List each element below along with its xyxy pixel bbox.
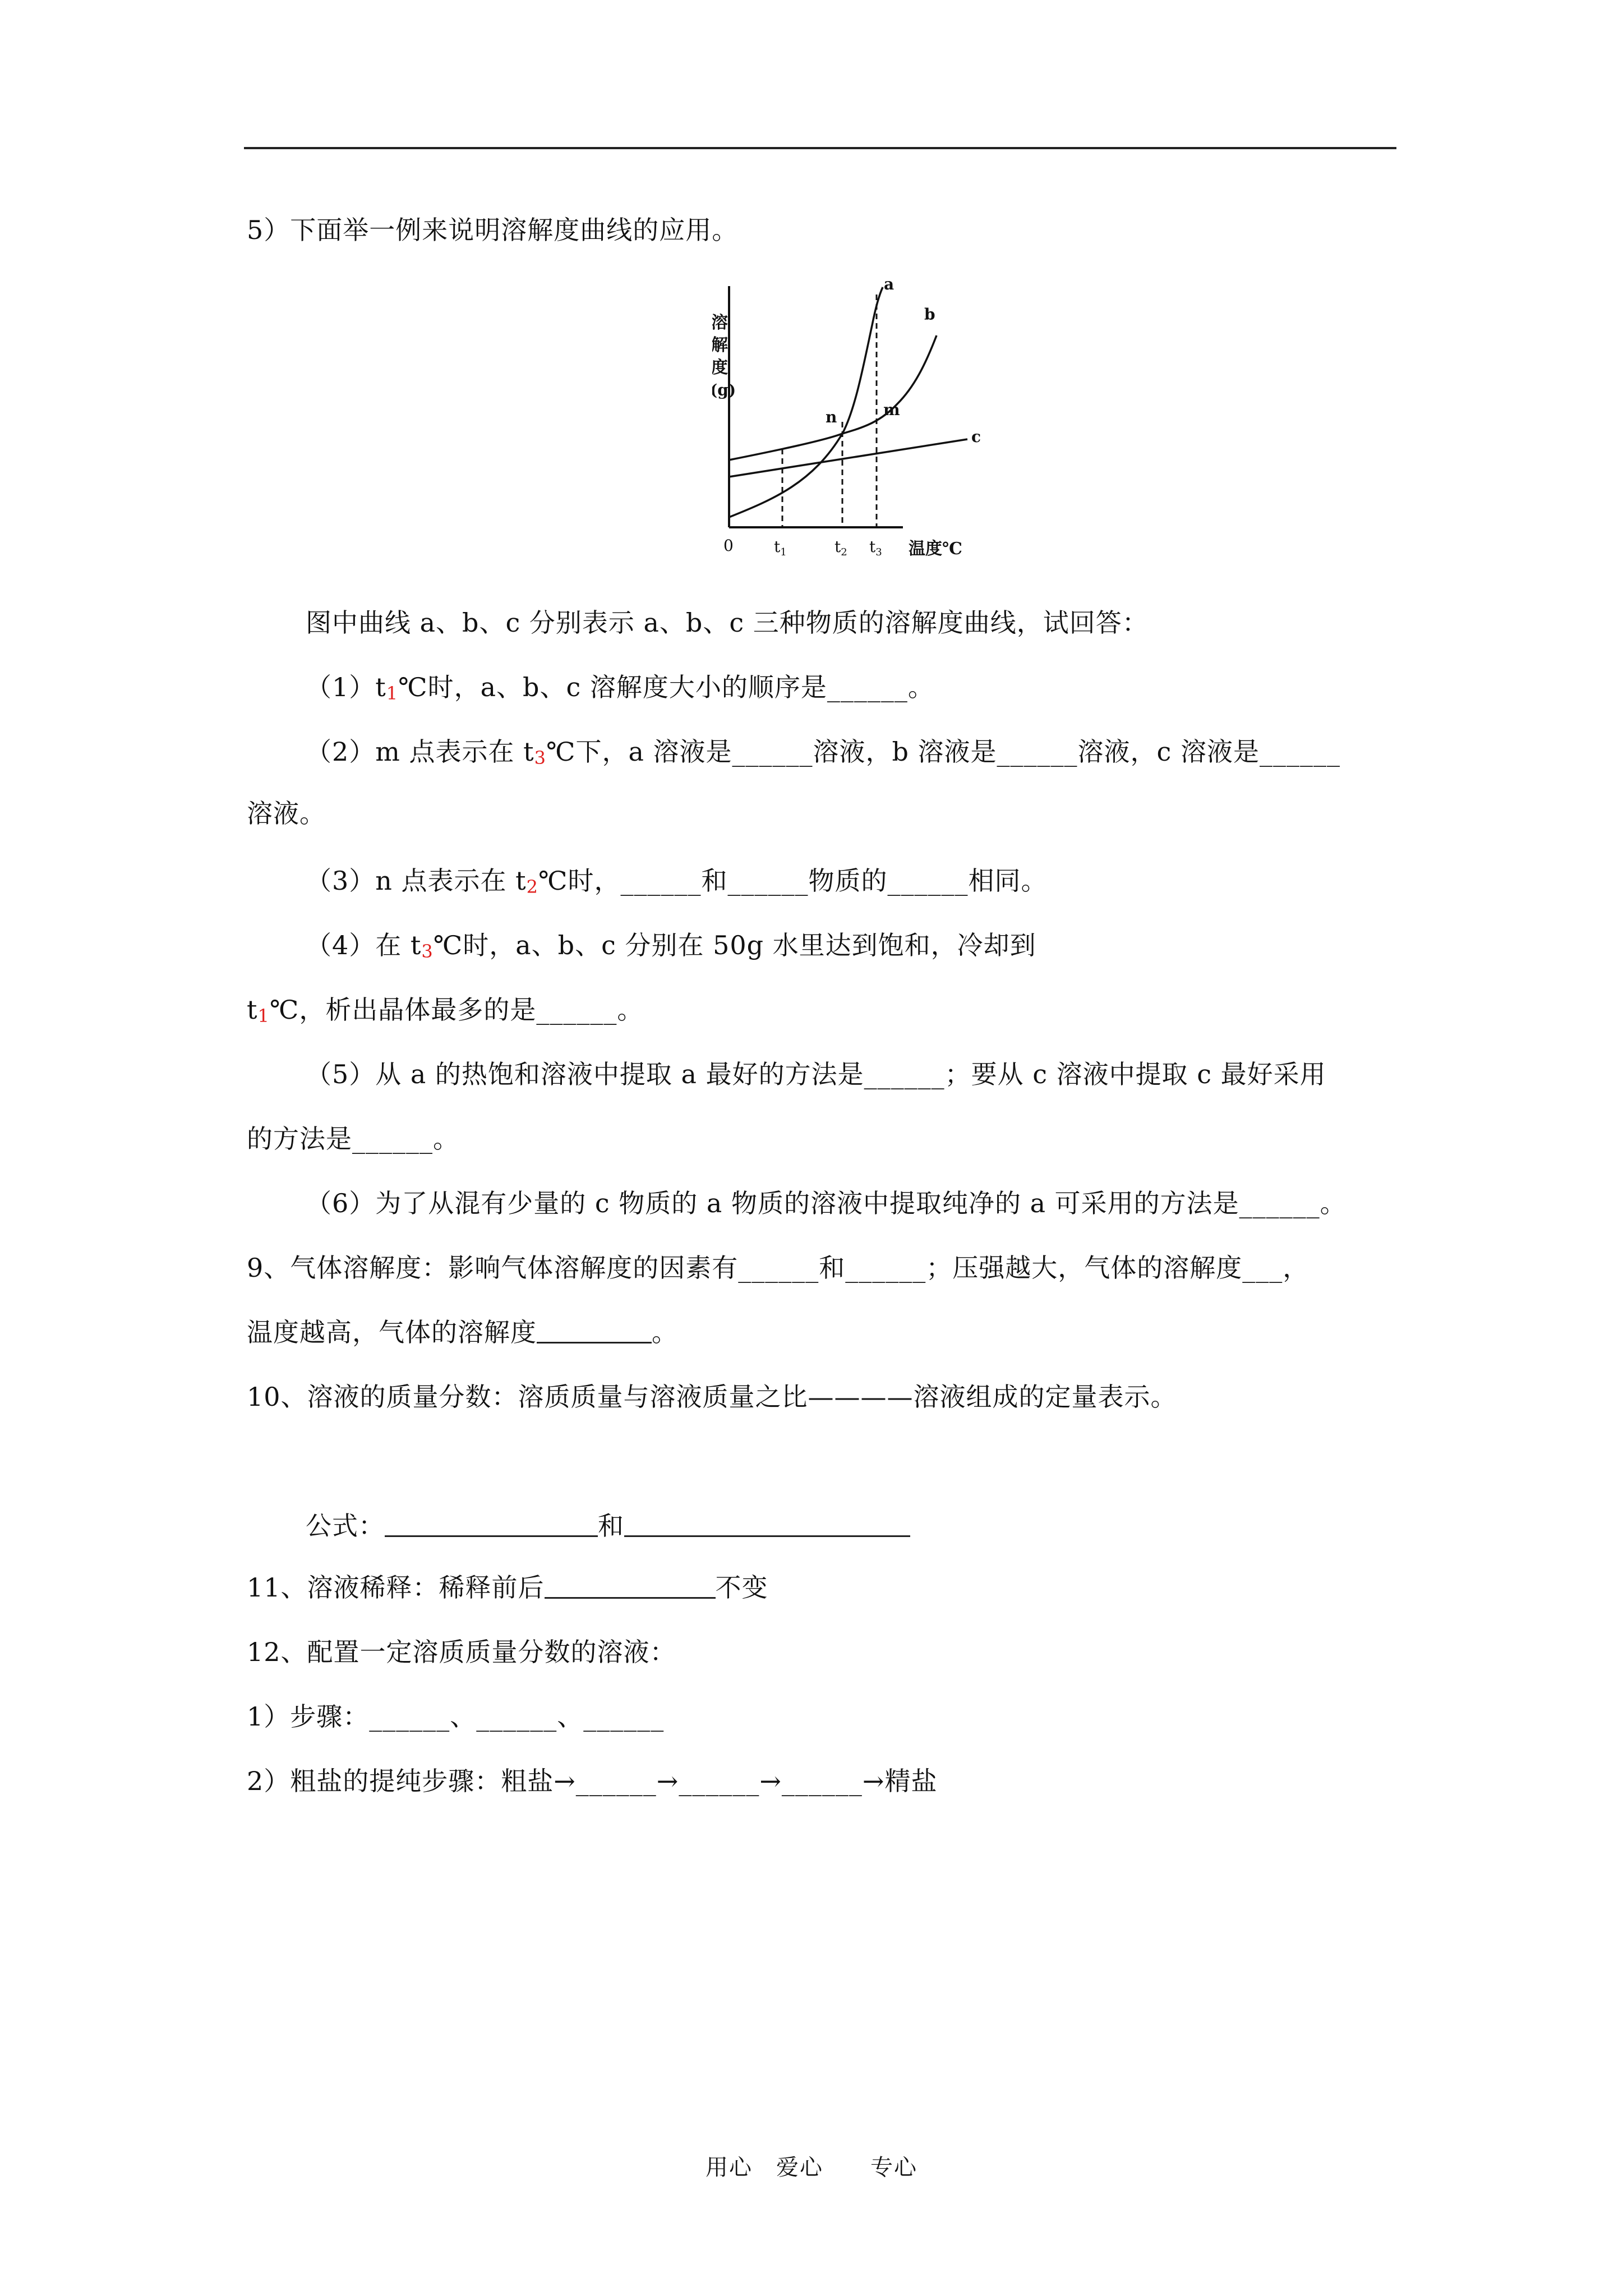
formula-label: 公式： [306, 1511, 385, 1541]
q4-part-b: ℃时，a、b、c 分别在 50g 水里达到饱和，冷却到 [433, 930, 1036, 960]
footer-text: 用心 爱心 专心 [706, 2155, 917, 2180]
origin-label: 0 [723, 536, 734, 555]
tick-t3: $t_3$ [869, 537, 882, 558]
q2-part-a: （2）m 点表示在 t [306, 737, 534, 767]
steps-line: 1）步骤：______、______、______ [247, 1701, 665, 1732]
label-a: a [884, 275, 895, 293]
s11-post: 不变 [715, 1572, 768, 1603]
question-4-cont [247, 993, 643, 1033]
tick-t1: $t_1$ [774, 537, 787, 558]
section-12: 12、配置一定溶质质量分数的溶液： [247, 1637, 676, 1667]
section-5-title: 5）下面举一例来说明溶解度曲线的应用。 [247, 215, 739, 245]
q3-part-a: （3）n 点表示在 t [306, 866, 527, 896]
q4-subscript-2: 1 [257, 1005, 270, 1027]
q3-subscript: 2 [526, 876, 538, 898]
curve-b [729, 335, 937, 460]
q2-subscript: 3 [534, 747, 546, 769]
solubility-curve-chart [712, 275, 993, 567]
question-2-cont: 溶液。 [247, 798, 326, 829]
label-n: n [826, 408, 837, 426]
section-9: 9、气体溶解度：影响气体溶解度的因素有______和______；压强越大，气体的溶解度___， [247, 1253, 1310, 1283]
q1-part-b: ℃时，a、b、c 溶解度大小的顺序是______。 [398, 672, 934, 702]
question-6: （6）为了从混有少量的 c 物质的 a 物质的溶液中提取纯净的 a 可采用的方法是______。 [306, 1188, 1347, 1218]
q1-subscript: 1 [386, 683, 399, 704]
formula-blank-2 [624, 1511, 910, 1537]
intro-text: 图中曲线 a、b、c 分别表示 a、b、c 三种物质的溶解度曲线，试回答： [306, 608, 1149, 638]
formula-and: 和 [598, 1511, 624, 1541]
s11-text: 11、溶液稀释：稀释前后 [247, 1572, 545, 1603]
curve-c [729, 439, 967, 477]
question-5-cont: 的方法是______。 [247, 1124, 459, 1154]
question-2 [306, 735, 1340, 775]
label-b: b [924, 305, 935, 324]
q4-part-c: t [247, 995, 258, 1025]
section-9-cont [247, 1315, 678, 1349]
formula-line [306, 1509, 910, 1543]
q3-part-b: ℃时，______和______物质的______相同。 [538, 866, 1048, 896]
curve-a [729, 287, 883, 517]
x-label: 温度℃ [909, 539, 962, 559]
s11-blank [545, 1572, 716, 1599]
q4-part-a: （4）在 t [306, 930, 422, 960]
question-5: （5）从 a 的热饱和溶液中提取 a 最好的方法是______；要从 c 溶液中提取 c 最好采用 [306, 1059, 1326, 1089]
q4-part-d: ℃，析出晶体最多的是______。 [269, 995, 644, 1025]
s9-period: 。 [652, 1317, 678, 1347]
tick-t2: $t_2$ [834, 537, 847, 558]
y-label-1: 溶 [712, 313, 728, 333]
q2-part-b: ℃下，a 溶液是______溶液，b 溶液是______溶液，c 溶液是______ [546, 737, 1340, 767]
header-rule [244, 147, 1396, 149]
y-label-3: 度 [712, 358, 728, 378]
question-1 [306, 670, 934, 710]
question-4 [306, 928, 1036, 968]
s9-blank [537, 1317, 652, 1343]
y-label-2: 解 [712, 335, 728, 355]
q1-part-a: （1）t [306, 672, 386, 702]
s9-text: 温度越高，气体的溶解度 [247, 1317, 537, 1347]
label-m: m [883, 401, 900, 419]
y-label-4: (g) [712, 381, 736, 399]
q4-subscript: 3 [421, 941, 434, 962]
label-c: c [971, 427, 981, 446]
question-3 [306, 864, 1047, 904]
section-11 [247, 1571, 768, 1604]
purify-steps-line: 2）粗盐的提纯步骤：粗盐→______→______→______→精盐 [247, 1766, 938, 1796]
formula-blank-1 [385, 1511, 598, 1537]
section-10: 10、溶液的质量分数：溶质质量与溶液质量之比————溶液组成的定量表示。 [247, 1382, 1177, 1412]
